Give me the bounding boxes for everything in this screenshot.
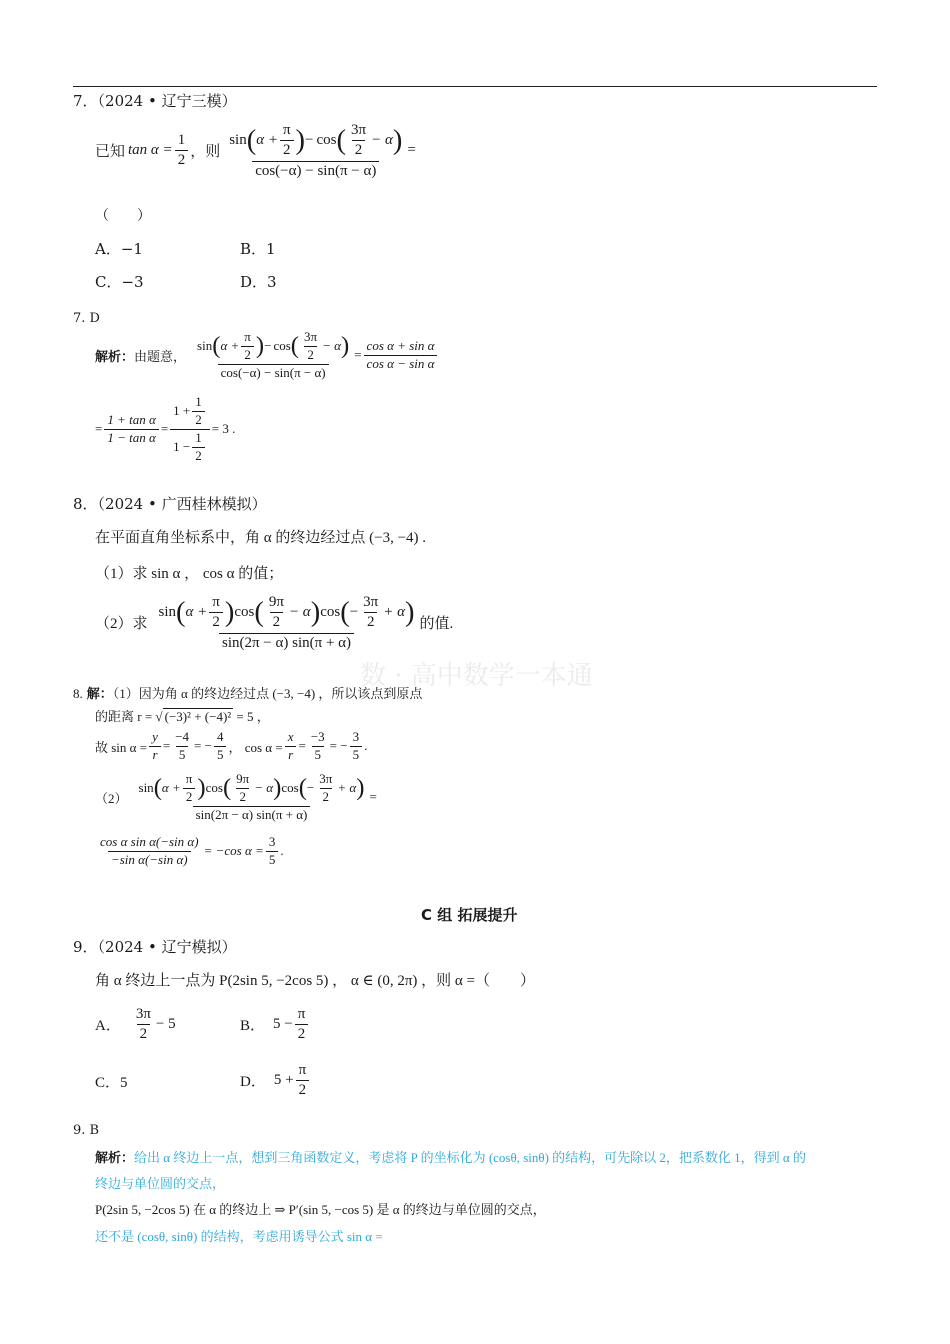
q9-header: 9．（2024 • 辽宁模拟） <box>73 938 237 956</box>
q9-option-d: D． 5 + $\frac{\pi}{2}$ <box>240 1062 311 1100</box>
q9-stem: 角 α 终边上一点为 P(2sin 5, −2cos 5) ， α ∈ (0, 2π) ，则 α =（ ） <box>95 973 535 989</box>
q7-option-c: C．−3 <box>95 273 144 291</box>
q7-option-a: A．−1 <box>95 240 143 258</box>
a8-line2: 的距离 r = √ (−3)² + (−4)² = 5 ， <box>95 709 270 724</box>
q9-option-a: A． $\frac{3\pi}{2}$ − 5 <box>95 1006 176 1043</box>
a7-header: 7. D <box>73 311 100 326</box>
q7-option-b: B．1 <box>240 240 276 258</box>
q7-paren-blank: （ ） <box>95 208 151 224</box>
q7-stem <box>95 122 416 180</box>
q9-option-c: C．5 <box>95 1075 128 1091</box>
a9-hint1: 解析：给出 α 终边上一点，想到三角函数定义，考虑将 P 的坐标化为 (cosθ, sinθ) 的结构，可先除以 2，把系数化 1，得到 α 的 <box>95 1150 806 1165</box>
q7-main-fraction: sin ( α + $\frac{\pi}{2}$ ) − cos ( $\frac{3\pi}{2}$ − α ) cos(−α) − sin(π − α) <box>229 122 403 179</box>
q8-header: 8．（2024 • 广西桂林模拟） <box>73 495 267 513</box>
a9-header: 9. B <box>73 1123 100 1138</box>
a8-line3: 故 sin α = $\frac{y}{r}$ = $\frac{-4}{5}$ = − $\frac{4}{5}$ ， cos α = $\frac{x}{r}$ = $\frac{-3}{5}$ = − $\frac{3}{5}$ . <box>95 729 368 762</box>
a9-hint4: 还不是 (cosθ, sinθ) 的结构，考虑用诱导公式 sin α = <box>95 1229 383 1244</box>
q8-part2: （2）求 sin ( α + $\frac{\pi}{2}$ ) cos ( $\frac{9\pi}{2}$ − α ) cos ( − $\frac{3\pi}{2}$ + α ) sin(2π − α) sin(π + α) 的值. <box>95 594 454 651</box>
a8-line1: 8. 解：（1）因为角 α 的终边经过点 (−3, −4) ，所以该点到原点 <box>73 686 423 701</box>
q9-option-b: B． 5 − $\frac{\pi}{2}$ <box>240 1006 310 1044</box>
q7-equals: = <box>407 142 416 159</box>
q8-part1: （1）求 sin α ， cos α 的值； <box>95 566 284 582</box>
a7-line1: 解析： 由题意， sin ( α + $\frac{\pi}{2}$ ) − cos ( $\frac{3\pi}{2}$ − α ) cos(−α) − sin(π − α) = $\frac{\text{cos α + sin α}}{\text{cos α − sin α}}$ <box>95 330 439 381</box>
a9-hint2: 终边与单位圆的交点， <box>95 1177 226 1192</box>
q7-half-fraction: $\frac{1}{2}$ <box>175 132 189 170</box>
q7-then: ，则 <box>190 144 221 161</box>
q7-option-d: D．3 <box>240 273 277 291</box>
a8-final: $\frac{\text{cos α sin α(−sin α)}}{\text{−sin α(−sin α)}}$ = −cos α = $\frac{3}{5}$ . <box>100 834 284 867</box>
watermark: 数 · 高中数学一本通 <box>360 661 593 691</box>
q7-header: 7．（2024 • 辽宁三模） <box>73 92 237 110</box>
q8-stem: 在平面直角坐标系中，角 α 的终边经过点 (−3, −4) . <box>95 530 427 546</box>
a8-part2: （2） sin ( α + $\frac{\pi}{2}$ ) cos ( $\frac{9\pi}{2}$ − α ) cos ( − $\frac{3\pi}{2}$ + α ) sin(2π − α) sin(π + α) = <box>95 771 377 822</box>
q7-tan-given: tan α = <box>128 142 173 159</box>
section-c-title: C 组 拓展提升 <box>421 906 518 924</box>
q7-prefix: 已知 <box>95 144 126 161</box>
a7-line2: = $\frac{\text{1 + tan α}}{\text{1 − tan α}}$ = 1 + $\frac{1}{2}$ 1 − $\frac{1}{2}$ = 3 . <box>95 394 236 463</box>
header-rule <box>73 86 877 87</box>
a9-line3: P(2sin 5, −2cos 5) 在 α 的终边上 ⇒ P′(sin 5, −cos 5) 是 α 的终边与单位圆的交点， <box>95 1202 546 1217</box>
